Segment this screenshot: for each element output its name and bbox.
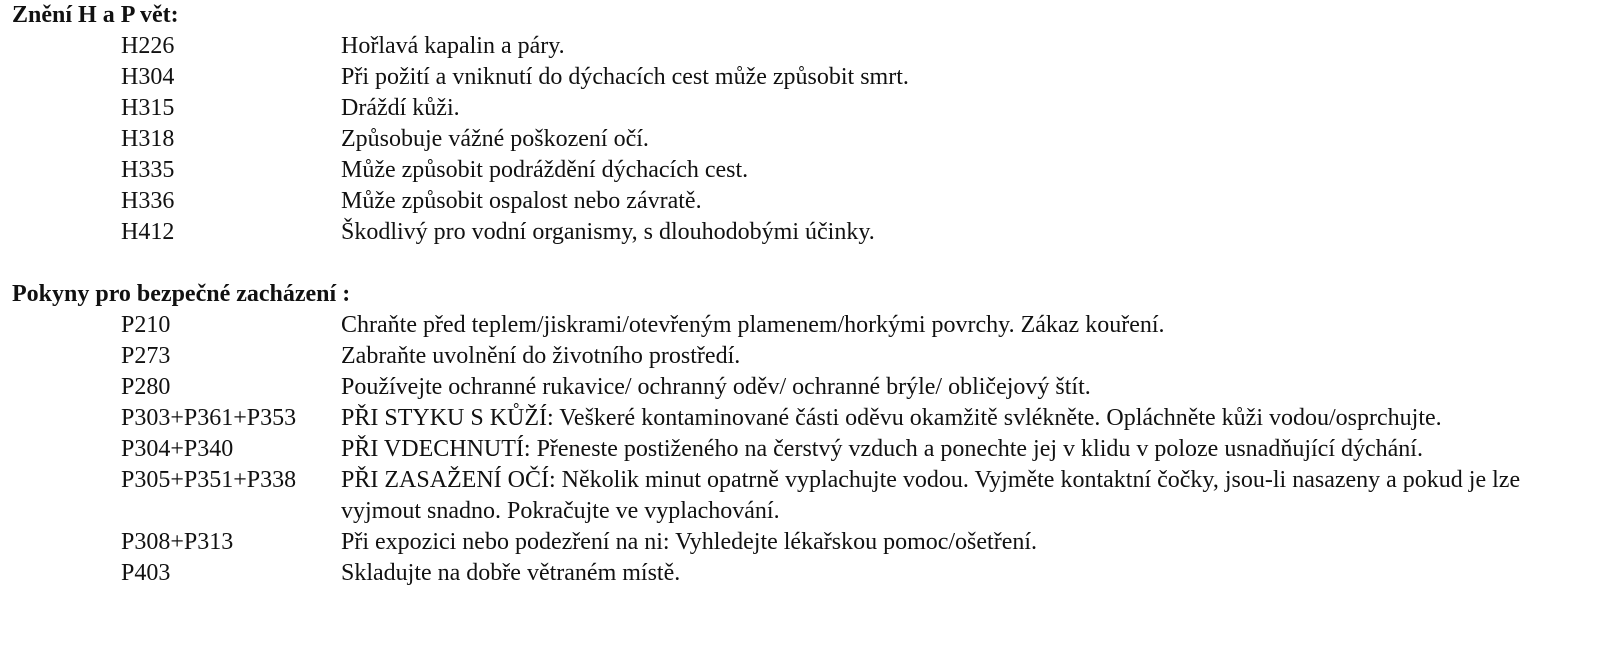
statement-text: Může způsobit ospalost nebo závratě. bbox=[341, 188, 702, 214]
statement-text: Může způsobit podráždění dýchacích cest. bbox=[341, 157, 749, 183]
statement-code: H412 bbox=[121, 219, 175, 245]
statement-text: Škodlivý pro vodní organismy, s dlouhodobými účinky. bbox=[341, 219, 875, 245]
h-statement-row bbox=[12, 186, 1592, 217]
h-statement-row bbox=[12, 155, 1592, 186]
p-statement-row bbox=[12, 465, 1592, 527]
statement-code: H336 bbox=[121, 188, 175, 214]
p-statement-row bbox=[12, 434, 1592, 465]
h-statement-row bbox=[12, 93, 1592, 124]
p-statement-row bbox=[12, 341, 1592, 372]
statement-code: H315 bbox=[121, 95, 175, 121]
h-statements-heading: Znění H a P vět: bbox=[12, 2, 179, 28]
p-statement-row bbox=[12, 372, 1592, 403]
statement-text: Používejte ochranné rukavice/ ochranný oděv/ ochranné brýle/ obličejový štít. bbox=[341, 374, 1091, 400]
statement-text: PŘI ZASAŽENÍ OČÍ: Několik minut opatrně vyplachujte vodou. Vyjměte kontaktní čočky, jsou-li nasazeny a pokud je lze vyjmout snadno. Pokračujte ve vyplachování. bbox=[341, 467, 1521, 524]
statement-text: Při požití a vniknutí do dýchacích cest může způsobit smrt. bbox=[341, 64, 909, 90]
p-statement-row bbox=[12, 558, 1592, 589]
h-statement-row bbox=[12, 217, 1592, 248]
statement-code: H318 bbox=[121, 126, 175, 152]
p-statement-row bbox=[12, 310, 1592, 341]
h-statement-row bbox=[12, 31, 1592, 62]
statement-code: P308+P313 bbox=[121, 529, 234, 555]
statement-code: H226 bbox=[121, 33, 175, 59]
p-statement-row bbox=[12, 527, 1592, 558]
h-statement-row bbox=[12, 62, 1592, 93]
statement-code: P304+P340 bbox=[121, 436, 234, 462]
statement-text: PŘI STYKU S KŮŽÍ: Veškeré kontaminované části oděvu okamžitě svlékněte. Opláchněte kůži vodou/osprchujte. bbox=[341, 405, 1442, 431]
section-spacer bbox=[12, 248, 1592, 279]
statement-code: H335 bbox=[121, 157, 175, 183]
statement-code: H304 bbox=[121, 64, 175, 90]
statement-text: Chraňte před teplem/jiskrami/otevřeným plamenem/horkými povrchy. Zákaz kouření. bbox=[341, 312, 1165, 338]
statement-text: Dráždí kůži. bbox=[341, 95, 460, 121]
statement-text: PŘI VDECHNUTÍ: Přeneste postiženého na čerstvý vzduch a ponechte jej v klidu v poloze usnadňující dýchání. bbox=[341, 436, 1423, 462]
statement-text: Způsobuje vážné poškození očí. bbox=[341, 126, 649, 152]
statement-text: Skladujte na dobře větraném místě. bbox=[341, 560, 681, 586]
statement-code: P273 bbox=[121, 343, 171, 369]
statement-text: Při expozici nebo podezření na ni: Vyhledejte lékařskou pomoc/ošetření. bbox=[341, 529, 1038, 555]
p-statements-list bbox=[12, 310, 1592, 589]
statement-code: P303+P361+P353 bbox=[121, 405, 297, 431]
statement-text: Zabraňte uvolnění do životního prostředí. bbox=[341, 343, 741, 369]
statement-code: P210 bbox=[121, 312, 171, 338]
h-statement-row bbox=[12, 124, 1592, 155]
statement-text: Hořlavá kapalin a páry. bbox=[341, 33, 565, 59]
statement-code: P305+P351+P338 bbox=[121, 467, 297, 493]
p-statements-heading: Pokyny pro bezpečné zacházení : bbox=[12, 281, 351, 307]
h-statements-list bbox=[12, 31, 1592, 248]
p-statement-row bbox=[12, 403, 1592, 434]
statement-code: P280 bbox=[121, 374, 171, 400]
document bbox=[12, 0, 1592, 589]
statement-code: P403 bbox=[121, 560, 171, 586]
